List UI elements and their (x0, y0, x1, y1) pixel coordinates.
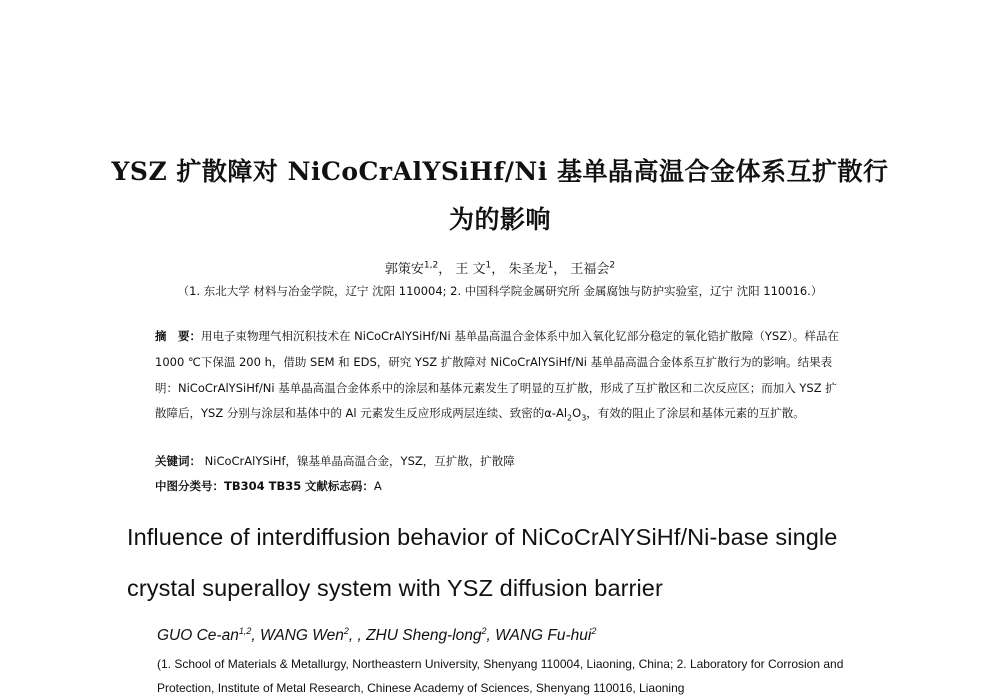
chinese-authors (300, 258, 700, 277)
author-affiliation-mark: 2 (609, 260, 616, 271)
abstract-text: 用电子束物理气相沉积技术在 NiCoCrAlYSiHf/Ni 基单晶高温合金体系中加入氧化钇部分稳定的氧化锆扩散障（YSZ）。样品在 1000 ℃下保温 200 h，借助 SEM 和 EDS，研究 YSZ 扩散障对 NiCoCrAlYSiHf/Ni 基单晶高温合金体系互扩散行为的影响。结果表明：NiCoCrAlYSiHf/Ni 基单晶高温合金体系中的涂层和基体元素发生了明显的互扩散，形成了互扩散区和二次反应区；而加入 YSZ 扩散障后，YSZ 分别与涂层和基体中的 Al 元素发生反应形成两层连续、致密的α-Al (155, 329, 839, 421)
author-affiliation-mark: 2 (481, 626, 487, 636)
abstract-text: ，有效的阻止了涂层和基体元素的互扩散。 (586, 406, 805, 421)
author-affiliation-mark: 2 (343, 626, 349, 636)
english-title-line-2: crystal superalloy system with YSZ diffusion barrier (127, 575, 663, 601)
author-name: 王 文 (455, 262, 486, 277)
author-separator: , (251, 627, 260, 645)
clc-label: 中图分类号： (155, 479, 224, 493)
abstract-label: 摘 要： (155, 329, 201, 343)
classification-line (155, 478, 382, 494)
english-affiliation: (1. School of Materials & Metallurgy, Northeastern University, Shenyang 110004, Liaoning, China; 2. Laboratory for Corrosion and Protection, Institute of Metal Research, Chinese Academy of Sciences, Shenyang 110016, Liaoning (157, 657, 844, 695)
author-separator: ， (553, 262, 567, 277)
abstract-text: O (572, 406, 582, 421)
keywords-text: NiCoCrAlYSiHf，镍基单晶高温合金，YSZ，互扩散，扩散障 (204, 454, 515, 468)
author-name: GUO Ce-an (157, 627, 239, 645)
author-affiliation-mark: 1 (547, 260, 554, 271)
author-name: ZHU Sheng-long (366, 627, 482, 645)
author-affiliation-mark: 1 (485, 260, 492, 271)
chinese-title-line-2: 为的影响 (448, 205, 551, 234)
keywords-label: 关键词： (155, 454, 201, 468)
chinese-keywords (155, 453, 515, 469)
author-separator: ， (438, 262, 452, 277)
chinese-title-line-1: YSZ 扩散障对 NiCoCrAlYSiHf/Ni 基单晶高温合金体系互扩散行 (111, 157, 889, 186)
english-title-line-1: Influence of interdiffusion behavior of NiCoCrAlYSiHf/Ni-base single (127, 524, 838, 550)
clc-value: TB304 TB35 (224, 479, 302, 493)
author-separator: , , (348, 627, 367, 645)
author-name: 王福会 (570, 262, 610, 277)
subscript: 2 (567, 413, 573, 423)
author-name: 郭策安 (384, 262, 424, 277)
author-name: 朱圣龙 (508, 262, 548, 277)
author-affiliation-mark: 1,2 (423, 260, 439, 271)
english-authors (157, 626, 596, 645)
author-name: WANG Fu-hui (495, 627, 592, 645)
author-separator: ， (491, 262, 505, 277)
author-name: WANG Wen (259, 627, 344, 645)
author-affiliation-mark: 1,2 (238, 626, 252, 636)
chinese-abstract (155, 324, 845, 431)
subscript: 3 (581, 413, 587, 423)
chinese-affiliation: （1. 东北大学 材料与冶金学院，辽宁 沈阳 110004; 2. 中国科学院金属研究所 金属腐蚀与防护实验室，辽宁 沈阳 110016.） (177, 284, 823, 298)
doc-code-label: 文献标志码： (304, 479, 374, 493)
author-affiliation-mark: 2 (591, 626, 597, 636)
doc-code-value: A (373, 479, 382, 493)
author-separator: , (486, 627, 496, 645)
